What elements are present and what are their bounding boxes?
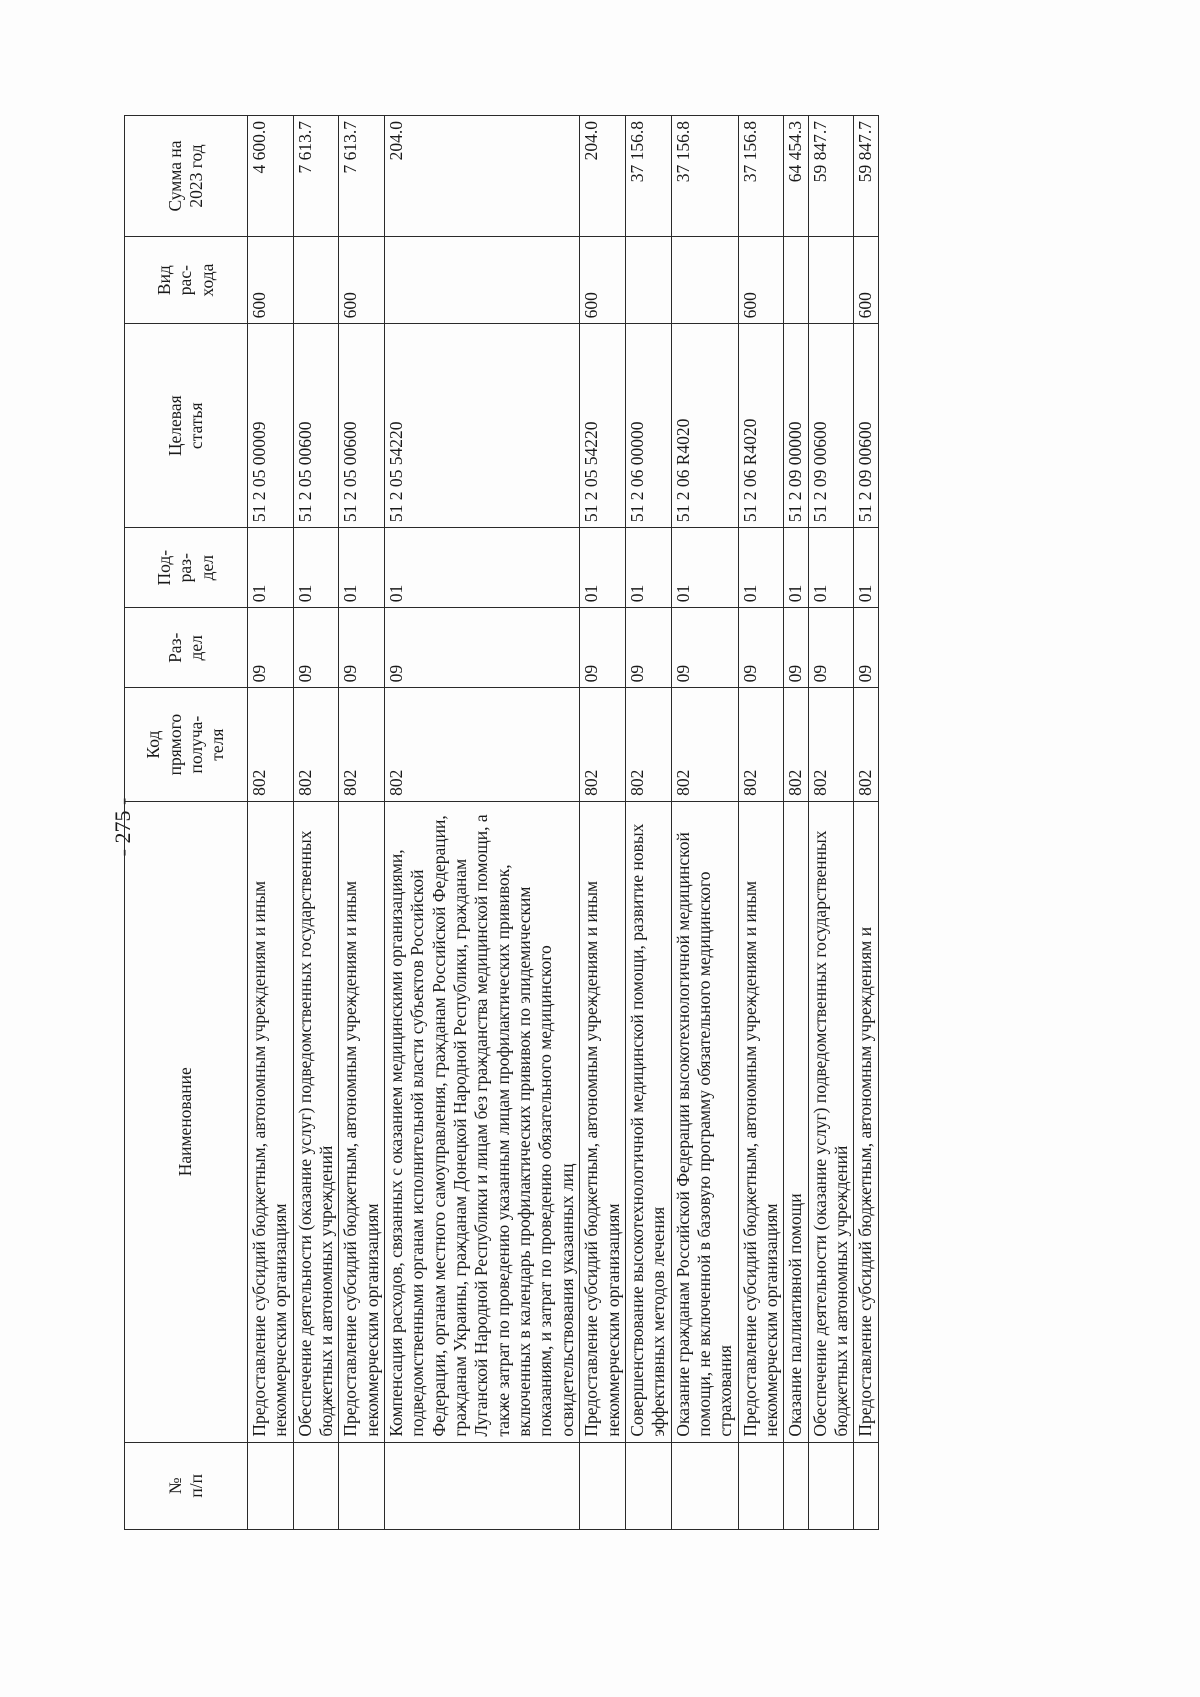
header-target-article xyxy=(125,324,248,528)
row-expense-kind xyxy=(784,236,808,323)
rotated-table-wrapper xyxy=(124,115,1028,1530)
row-sum: 204.0 xyxy=(385,116,580,237)
row-sum: 37 156.8 xyxy=(625,116,671,237)
row-subsection: 01 xyxy=(625,528,671,608)
table-row xyxy=(784,116,808,1530)
table-row xyxy=(625,116,671,1530)
header-label-name: Наименование xyxy=(175,1067,196,1177)
row-expense-kind: 600 xyxy=(248,236,294,323)
table-row xyxy=(738,116,784,1530)
row-number xyxy=(293,1442,339,1529)
row-expense-kind: 600 xyxy=(339,236,385,323)
row-expense-kind xyxy=(671,236,738,323)
row-section: 09 xyxy=(808,608,854,688)
header-label-sum: Сумма на 2023 год xyxy=(164,140,206,212)
row-recipient-code: 802 xyxy=(625,688,671,802)
row-sum: 204.0 xyxy=(580,116,626,237)
row-target-article: 51 2 05 00600 xyxy=(293,324,339,528)
table-row xyxy=(248,116,294,1530)
row-expense-kind: 600 xyxy=(854,236,878,323)
row-section: 09 xyxy=(293,608,339,688)
row-target-article: 51 2 05 54220 xyxy=(385,324,580,528)
header-label-subsection: Под- раз- дел xyxy=(153,549,217,586)
row-sum: 59 847.7 xyxy=(854,116,878,237)
row-name: Компенсация расходов, связанных с оказанием медицинскими организациями, подведомственными органам исполнительной власти субъектов Российской Федерации, органам местного самоуправления, гражданам Российской Федерации, гражданам Украины, гражданам Донецкой Народной Республики, гражданам Луганской Народной Республики и лицам без гражданства медицинской помощи, а также затрат по проведению указанным лицам профилактических прививок, включенных в календарь профилактических прививок по эпидемическим показаниям, и затрат по проведению обязательного медицинского освидетельствования указанных лиц xyxy=(385,801,580,1442)
row-target-article: 51 2 05 00009 xyxy=(248,324,294,528)
row-expense-kind: 600 xyxy=(738,236,784,323)
row-sum: 59 847.7 xyxy=(808,116,854,237)
table-row xyxy=(339,116,385,1530)
row-number xyxy=(854,1442,878,1529)
row-subsection: 01 xyxy=(293,528,339,608)
row-name: Предоставление субсидий бюджетным, автономным учреждениям и иным некоммерческим организациям xyxy=(339,801,385,1442)
row-name: Предоставление субсидий бюджетным, автономным учреждениям и иным некоммерческим организациям xyxy=(248,801,294,1442)
row-expense-kind xyxy=(808,236,854,323)
header-sum-2023 xyxy=(125,116,248,237)
table-body xyxy=(248,116,879,1530)
table-row xyxy=(854,116,878,1530)
header-subsection xyxy=(125,528,248,608)
row-target-article: 51 2 05 00600 xyxy=(339,324,385,528)
table-row xyxy=(580,116,626,1530)
row-number xyxy=(808,1442,854,1529)
row-target-article: 51 2 06 00000 xyxy=(625,324,671,528)
row-section: 09 xyxy=(339,608,385,688)
row-recipient-code: 802 xyxy=(293,688,339,802)
row-recipient-code: 802 xyxy=(738,688,784,802)
row-sum: 7 613.7 xyxy=(339,116,385,237)
row-name: Обеспечение деятельности (оказание услуг) подведомственных государственных бюджетных и автономных учреждений xyxy=(808,801,854,1442)
header-section xyxy=(125,608,248,688)
row-sum: 4 600.0 xyxy=(248,116,294,237)
row-target-article: 51 2 06 R4020 xyxy=(738,324,784,528)
row-section: 09 xyxy=(385,608,580,688)
row-subsection: 01 xyxy=(339,528,385,608)
header-num xyxy=(125,1442,248,1529)
row-subsection: 01 xyxy=(808,528,854,608)
row-target-article: 51 2 05 54220 xyxy=(580,324,626,528)
row-recipient-code: 802 xyxy=(808,688,854,802)
row-expense-kind xyxy=(385,236,580,323)
row-sum: 37 156.8 xyxy=(738,116,784,237)
row-recipient-code: 802 xyxy=(784,688,808,802)
table-header xyxy=(125,116,248,1530)
row-recipient-code: 802 xyxy=(671,688,738,802)
header-recipient-code xyxy=(125,688,248,802)
page-number: - 275 - xyxy=(110,797,135,857)
row-name: Оказание паллиативной помощи xyxy=(784,801,808,1442)
row-expense-kind: 600 xyxy=(580,236,626,323)
row-name: Оказание гражданам Российской Федерации высокотехнологичной медицинской помощи, не включенной в базовую программу обязательного медицинского страхования xyxy=(671,801,738,1442)
row-number xyxy=(671,1442,738,1529)
row-name: Предоставление субсидий бюджетным, автономным учреждениям и иным некоммерческим организациям xyxy=(580,801,626,1442)
row-subsection: 01 xyxy=(385,528,580,608)
row-subsection: 01 xyxy=(671,528,738,608)
row-number xyxy=(248,1442,294,1529)
row-number xyxy=(580,1442,626,1529)
budget-table xyxy=(124,115,879,1530)
row-number xyxy=(625,1442,671,1529)
row-recipient-code: 802 xyxy=(580,688,626,802)
table-row xyxy=(671,116,738,1530)
header-row xyxy=(125,116,248,1530)
header-label-section: Раз- дел xyxy=(164,632,206,663)
row-subsection: 01 xyxy=(854,528,878,608)
row-number xyxy=(784,1442,808,1529)
row-number xyxy=(738,1442,784,1529)
header-label-article: Целевая статья xyxy=(164,395,206,457)
row-subsection: 01 xyxy=(580,528,626,608)
row-recipient-code: 802 xyxy=(854,688,878,802)
row-section: 09 xyxy=(738,608,784,688)
row-section: 09 xyxy=(248,608,294,688)
row-name: Совершенствование высокотехнологичной медицинской помощи, развитие новых эффективных методов лечения xyxy=(625,801,671,1442)
row-target-article: 51 2 09 00600 xyxy=(808,324,854,528)
row-name: Обеспечение деятельности (оказание услуг) подведомственных государственных бюджетных и автономных учреждений xyxy=(293,801,339,1442)
row-name: Предоставление субсидий бюджетным, автономным учреждениям и xyxy=(854,801,878,1442)
row-expense-kind xyxy=(293,236,339,323)
row-number xyxy=(339,1442,385,1529)
row-section: 09 xyxy=(784,608,808,688)
row-recipient-code: 802 xyxy=(339,688,385,802)
row-name: Предоставление субсидий бюджетным, автономным учреждениям и иным некоммерческим организациям xyxy=(738,801,784,1442)
row-expense-kind xyxy=(625,236,671,323)
header-label-kind: Вид рас- хода xyxy=(153,263,217,297)
row-subsection: 01 xyxy=(248,528,294,608)
row-target-article: 51 2 09 00000 xyxy=(784,324,808,528)
table-row xyxy=(293,116,339,1530)
row-section: 09 xyxy=(671,608,738,688)
header-expense-kind xyxy=(125,236,248,323)
row-section: 09 xyxy=(625,608,671,688)
row-section: 09 xyxy=(580,608,626,688)
header-label-recipient: Код прямого получа- теля xyxy=(143,713,228,776)
row-recipient-code: 802 xyxy=(248,688,294,802)
header-label-num: № п/п xyxy=(164,1474,206,1498)
row-sum: 64 454.3 xyxy=(784,116,808,237)
header-name xyxy=(125,801,248,1442)
row-subsection: 01 xyxy=(738,528,784,608)
row-subsection: 01 xyxy=(784,528,808,608)
row-sum: 7 613.7 xyxy=(293,116,339,237)
row-number xyxy=(385,1442,580,1529)
row-section: 09 xyxy=(854,608,878,688)
row-recipient-code: 802 xyxy=(385,688,580,802)
row-target-article: 51 2 09 00600 xyxy=(854,324,878,528)
table-row xyxy=(385,116,580,1530)
row-sum: 37 156.8 xyxy=(671,116,738,237)
table-row xyxy=(808,116,854,1530)
row-target-article: 51 2 06 R4020 xyxy=(671,324,738,528)
